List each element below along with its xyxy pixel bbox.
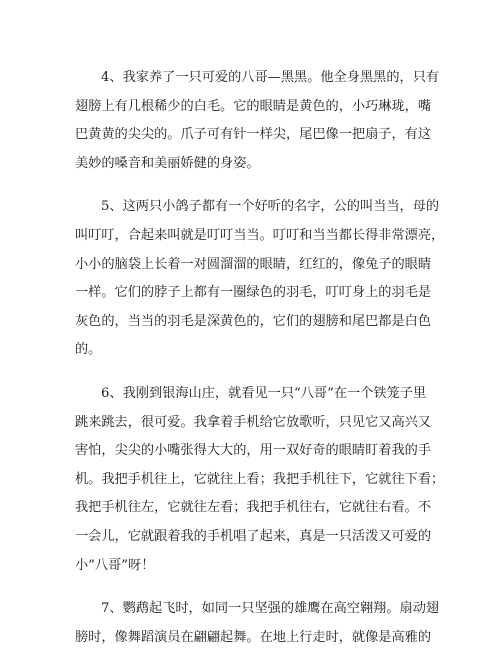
text-line: 小小的脑袋上长着一对圆溜溜的眼睛，红红的，像兔子的眼睛 [75, 256, 432, 272]
paragraph-5 [75, 193, 445, 365]
text-line: 叫叮叮，合起来叫就是叮叮当当。叮叮和当当都长得非常漂亮， [75, 227, 445, 243]
text-line: 跳来跳去，很可爱。我拿着手机给它放歌听，只见它又高兴又 [75, 414, 432, 430]
text-line: 小“八哥”呀！ [75, 557, 155, 573]
text-line: 的。 [75, 342, 102, 358]
paragraph-6 [75, 380, 445, 580]
text-line: 翅膀上有几根稀少的白毛。它的眼睛是黄色的，小巧琳珑，嘴 [75, 98, 432, 114]
text-line: 6、我刚到银海山庄，就看见一只“八哥”在一个铁笼子里 [101, 385, 427, 401]
text-line: 7、鹦鹉起飞时，如同一只坚强的雄鹰在高空翱翔。扇动翅 [101, 601, 440, 617]
text-line: 美妙的嗓音和美丽娇健的身姿。 [75, 155, 260, 171]
text-line: 膀时，像舞蹈演员在翩翩起舞。在地上行走时，就像是高雅的 [75, 629, 432, 645]
text-line: 5、这两只小鸽子都有一个好听的名字，公的叫当当，母的 [101, 199, 440, 215]
paragraph-4 [75, 64, 440, 178]
text-line: 我把手机往左，它就往左看；我把手机往右，它就往右看。不 [75, 500, 432, 516]
text-line: 一会儿，它就跟着我的手机唱了起来，真是一只活泼又可爱的 [75, 528, 432, 544]
document-body [75, 64, 445, 667]
text-line: 害怕，尖尖的小嘴张得大大的，用一双好奇的眼睛盯着我的手 [75, 443, 432, 459]
text-line: 巴黄黄的尖尖的。爪子可有针一样尖，尾巴像一把扇子，有这 [75, 127, 432, 143]
text-line: 一样。它们的脖子上都有一圈绿色的羽毛，叮叮身上的羽毛是 [75, 285, 432, 301]
text-line: 灰色的，当当的羽毛是深黄色的，它们的翅膀和尾巴都是白色 [75, 313, 432, 329]
text-line: 机。我把手机往上，它就往上看；我把手机往下，它就往下看； [75, 471, 445, 487]
text-line: 4、我家养了一只可爱的八哥—黑黑。他全身黑黑的，只有 [101, 70, 440, 85]
paragraph-7 [75, 595, 440, 652]
